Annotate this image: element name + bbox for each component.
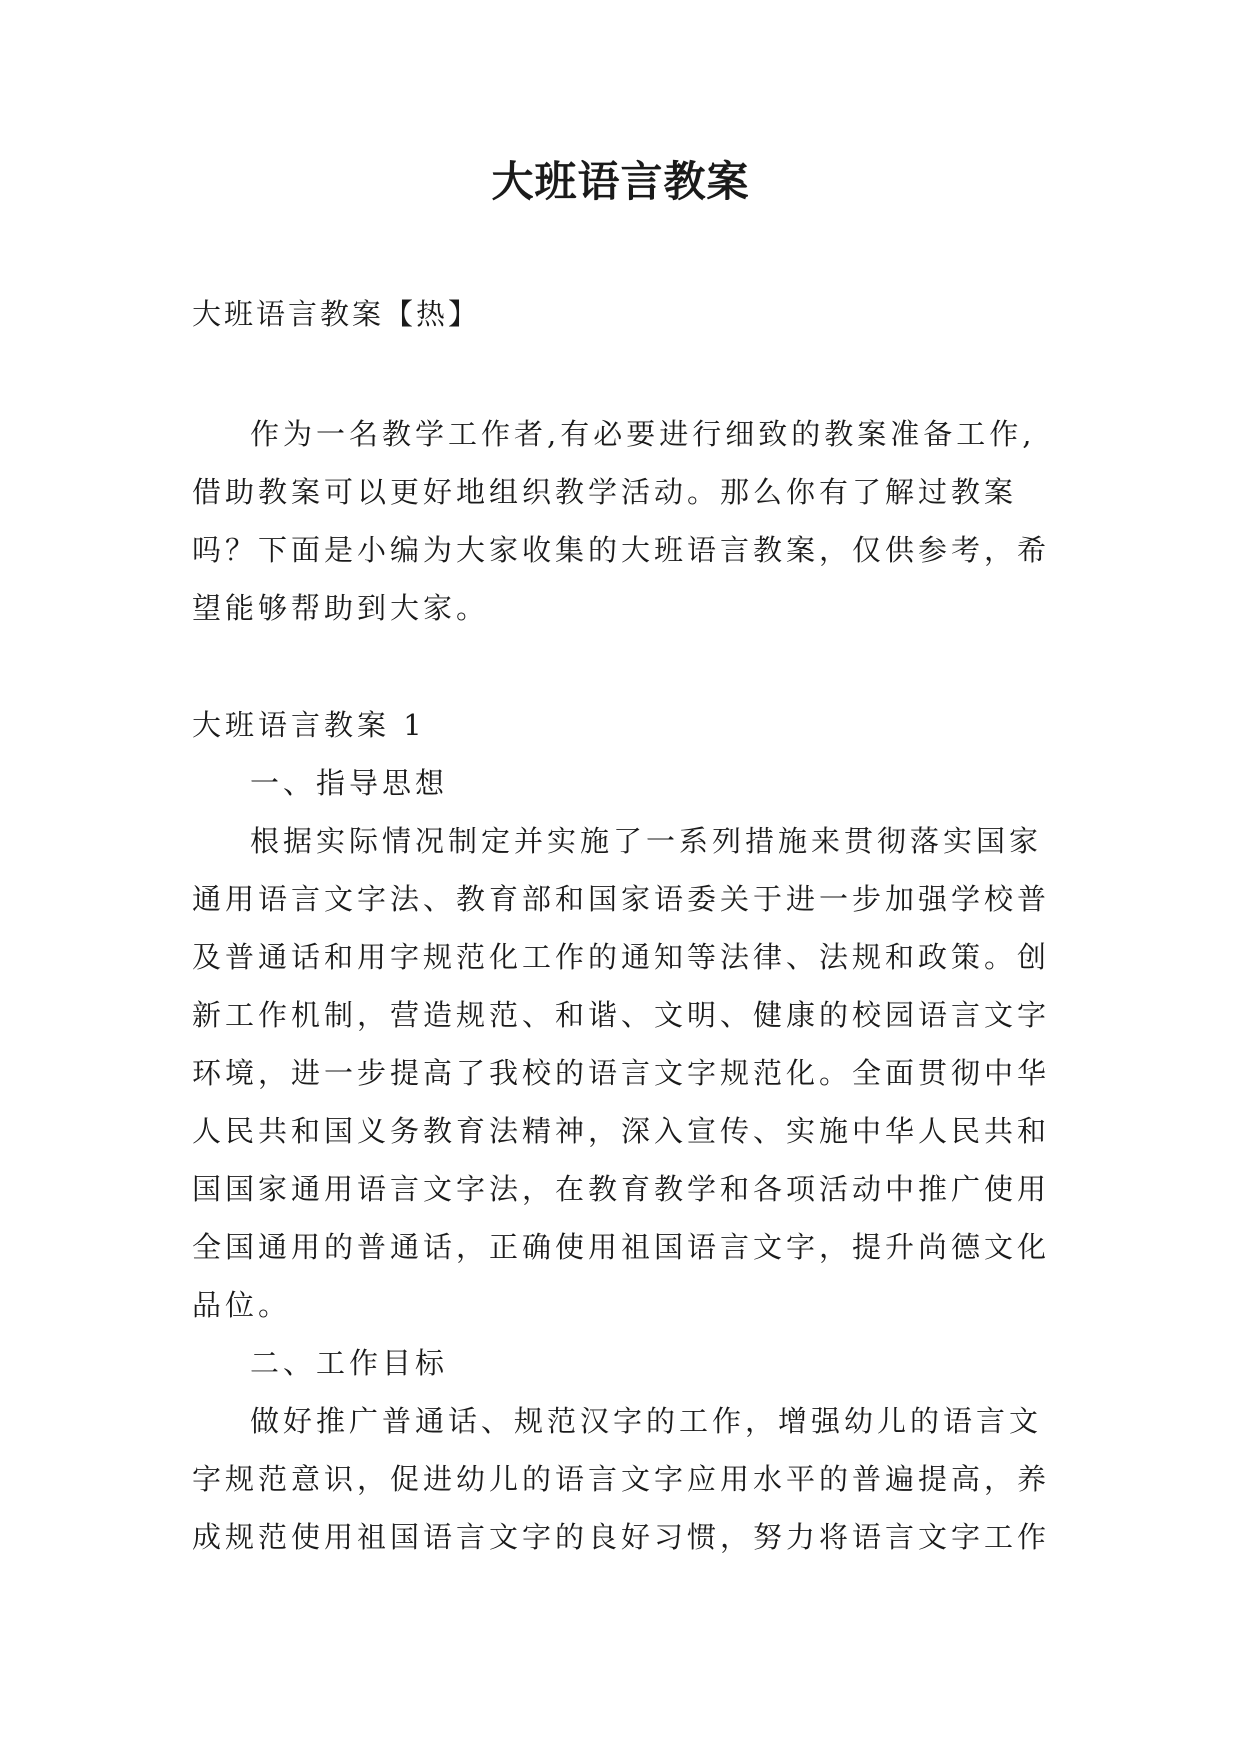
document-subtitle: 大班语言教案【热】 (192, 297, 481, 331)
paragraph-guiding-ideology: 根据实际情况制定并实施了一系列措施来贯彻落实国家通用语言文字法、教育部和国家语委关于进一步加强学校普及普通话和用字规范化工作的通知等法律、法规和政策。创新工作机制，营造规范、和谐、文明、健康的校园语言文字环境，进一步提高了我校的语言文字规范化。全面贯彻中华人民共和国义务教育法精神，深入宣传、实施中华人民共和国国家通用语言文字法，在教育教学和各项活动中推广使用全国通用的普通话，正确使用祖国语言文字，提升尚德文化品位。 (192, 824, 1051, 1322)
document-title: 大班语言教案 (491, 157, 750, 206)
heading-guiding-ideology: 一、指导思想 (250, 766, 449, 800)
paragraph-work-goals: 做好推广普通话、规范汉字的工作，增强幼儿的语言文字规范意识，促进幼儿的语言文字应用水平的普遍提高，养成规范使用祖国语言文字的良好习惯，努力将语言文字工作 (192, 1404, 1051, 1554)
section-title: 大班语言教案 1 (192, 708, 426, 742)
heading-work-goals: 二、工作目标 (250, 1346, 449, 1380)
intro-paragraph: 作为一名教学工作者,有必要进行细致的教案准备工作,借助教案可以更好地组织教学活动。那么你有了解过教案吗？下面是小编为大家收集的大班语言教案，仅供参考，希望能够帮助到大家。 (192, 417, 1051, 625)
section-1 (192, 696, 1052, 1566)
